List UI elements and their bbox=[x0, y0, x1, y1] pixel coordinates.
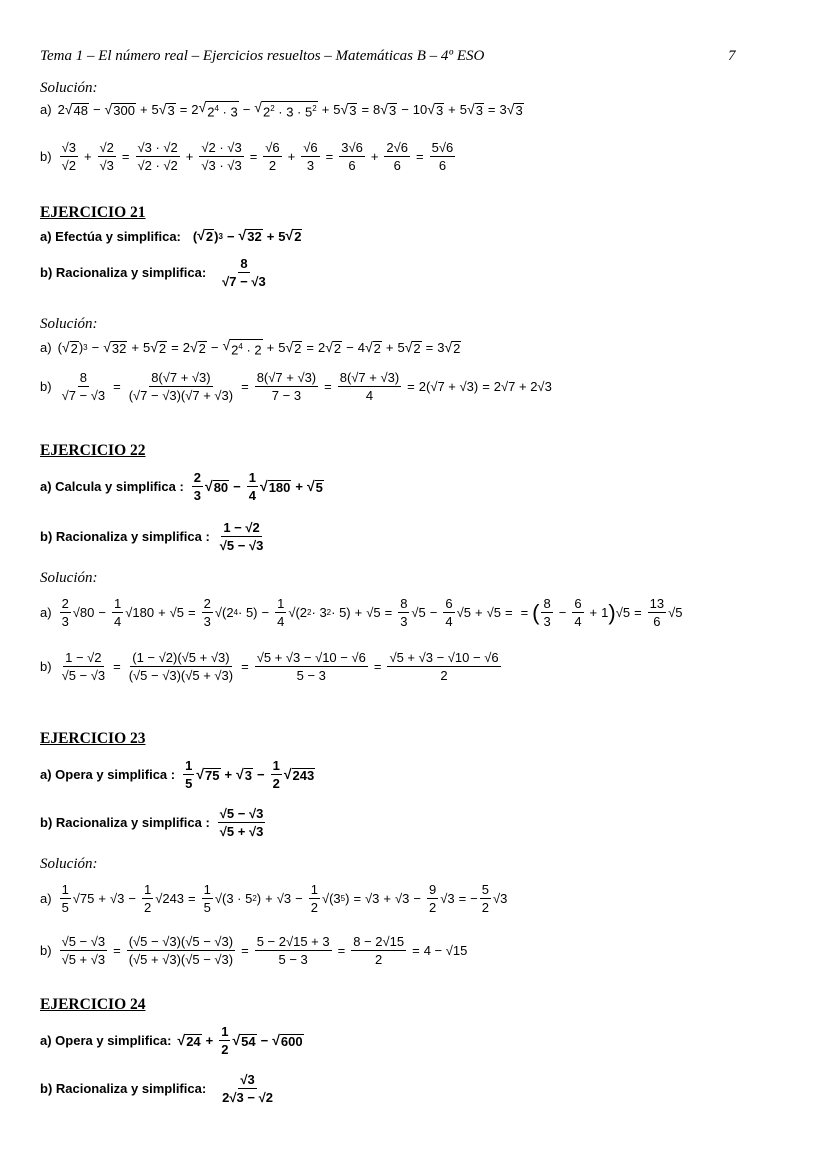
solution-21-b: b) $\frac{8}{√7 - √3}$ = $\frac{8(√7 + √3)}{(√7 - √3)(√7 + √3)}$ = $\frac{8(√7 + √3)}{7 - 3}$ = $\frac{8(√7 + √3)}{4}$ = 2(√7 + √3) = 2√7 + 2√3 bbox=[40, 370, 552, 403]
top-solution-a: a) 2 √ 48 − √ 300 + 5 √ 3 = 2 √ $2^4 \cdot 3$ − √ $2^2 \cdot 3 \cdot 5^2$ + 5 √ 3 = 8 √ 3 − 10 √ 3 + 5 √ 3 = 3 √ 3 bbox=[40, 99, 523, 120]
exercise-21-title: EJERCICIO 21 bbox=[40, 204, 146, 221]
exercise-23-b: b) Racionaliza y simplifica : $\frac{√5 - √3}{√5 + √3}$ bbox=[40, 806, 264, 839]
solution-22-b: b) $\frac{1 - √2}{√5 - √3}$ = $\frac{(1 - √2)(√5 + √3)}{(√5 - √3)(√5 + √3)}$ = $\frac{√5 + √3 - √10 - √6}{5 - 3}$ = $\frac{√5 + √3 - √10 - √6}{2}$ bbox=[40, 650, 499, 683]
solution-23-a: a) $\frac{1}{5}$ √75 + √3 − $\frac{1}{2}$ √243 = $\frac{1}{5}$ √(3 · 5 2 ) + √3 − $\frac{1}{2}$ √(3 5 ) = √3 + √3 − $\frac{9}{2}$ √3 = − $\frac{5}{2}$ √3 bbox=[40, 882, 508, 915]
exercise-22-a: a) Calcula y simplifica : $\frac{2}{3}$ √ 80 − $\frac{1}{4}$ √ 180 + √ 5 bbox=[40, 470, 323, 503]
exercise-23-title: EJERCICIO 23 bbox=[40, 730, 146, 747]
exercise-22-title: EJERCICIO 22 bbox=[40, 442, 146, 459]
exercise-21-a: a) Efectúa y simplifica: ( √ 2 ) 3 − √ 32 + 5 √ 2 bbox=[40, 227, 302, 244]
exercise-24-title: EJERCICIO 24 bbox=[40, 996, 146, 1013]
top-solution-b: b) $\frac{√3}{√2}$ + $\frac{√2}{√3}$ = $\frac{√3 \cdot √2}{√2 \cdot √2}$ + $\frac{√2 \cdot √3}{√3 \cdot √3}$ = $\frac{√6}{2}$ + $\frac{√6}{3}$ = $\frac{3√6}{6}$ + $\frac{2√6}{6}$ = $\frac{5√6}{6}$ bbox=[40, 140, 454, 173]
exercise-24-b: b) Racionaliza y simplifica: $\frac{√3}{2√3 - √2}$ bbox=[40, 1072, 273, 1105]
exercise-21-b: b) Racionaliza y simplifica: $\frac{8}{√7 - √3}$ bbox=[40, 256, 266, 289]
exercise-23-a: a) Opera y simplifica : $\frac{1}{5}$ √ 75 + √ 3 − $\frac{1}{2}$ √ 243 bbox=[40, 758, 315, 791]
exercise-24-a: a) Opera y simplifica: √ 24 + $\frac{1}{2}$ √ 54 − √ 600 bbox=[40, 1024, 303, 1057]
solution-label-22: Solución: bbox=[40, 570, 98, 586]
solution-21-a: a) ( √ 2 ) 3 − √ 32 + 5 √ 2 = 2 √ 2 − √ $2^4 \cdot 2$ + 5 √ 2 = 2 √ 2 − 4 √ 2 + 5 √ 2 = 3 √ 2 bbox=[40, 337, 461, 358]
page-number: 7 bbox=[728, 48, 736, 64]
solution-22-a: a) $\frac{2}{3}$ √80 − $\frac{1}{4}$ √180 + √5 = $\frac{2}{3}$ √(2 4 · 5) − $\frac{1}{4}$ √(2 2 · 3 2 · 5) + √5 = $\frac{8}{3}$ √5 − $\frac{6}{4}$ √5 + √5 = = ( $\frac{8}{3}$ − $\frac{6}{4}$ + 1 ) √5 = $\frac{13}{6}$ √5 bbox=[40, 596, 683, 629]
solution-label-23: Solución: bbox=[40, 856, 98, 872]
exercise-22-b: b) Racionaliza y simplifica : $\frac{1 - √2}{√5 - √3}$ bbox=[40, 520, 264, 553]
solution-label-21: Solución: bbox=[40, 316, 98, 332]
solution-label: Solución: bbox=[40, 80, 98, 96]
solution-23-b: b) $\frac{√5 - √3}{√5 + √3}$ = $\frac{(√5 - √3)(√5 - √3)}{(√5 + √3)(√5 - √3)}$ = $\frac{5 - 2√15 + 3}{5 - 3}$ = $\frac{8 - 2√15}{2}$ = 4 − √15 bbox=[40, 934, 468, 967]
page-header: Tema 1 – El número real – Ejercicios resueltos – Matemáticas B – 4º ESO bbox=[40, 48, 485, 64]
